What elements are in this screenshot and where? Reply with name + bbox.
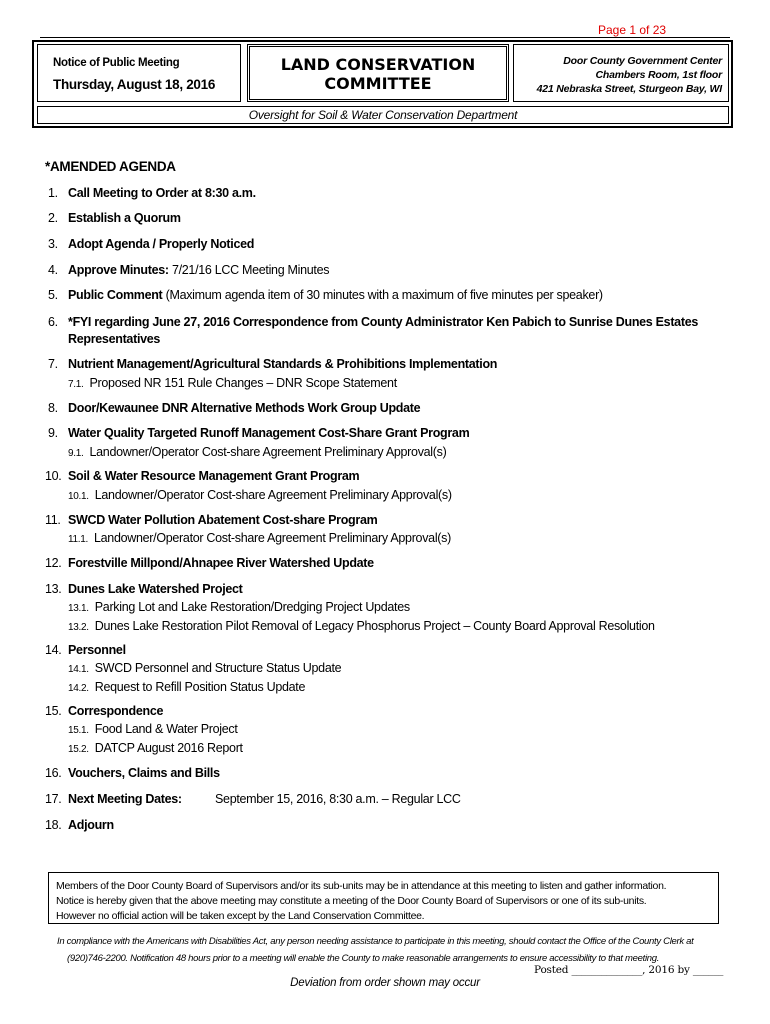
item-title: Public Comment [68, 288, 163, 302]
location-line-3: 421 Nebraska Street, Sturgeon Bay, WI [536, 83, 722, 95]
item-number: 8. [48, 401, 58, 415]
subitem-text: DATCP August 2016 Report [94, 741, 243, 755]
agenda-item-continued [68, 332, 160, 346]
subitem-text: Landowner/Operator Cost-share Agreement Preliminary Approval(s) [94, 488, 452, 502]
item-number: 13. [45, 582, 62, 596]
item-title: Adopt Agenda / Properly Noticed [68, 237, 255, 251]
page-number: Page 1 of 23 [598, 23, 667, 37]
agenda-item [48, 401, 420, 415]
next-meeting-date: September 15, 2016, 8:30 a.m. – Regular LCC [215, 792, 461, 806]
item-number: 9. [48, 426, 58, 440]
agenda-item [48, 426, 469, 440]
agenda-item [45, 792, 461, 806]
item-number: 2. [48, 211, 58, 225]
notice-line-3: However no official action will be taken except by the Land Conservation Committee. [56, 910, 425, 922]
committee-title-box [247, 44, 509, 102]
item-number: 12. [45, 556, 62, 570]
agenda-item [45, 818, 114, 832]
location-line-2: Chambers Room, 1st floor [595, 69, 722, 81]
agenda-subitem [68, 722, 238, 736]
item-number: 16. [45, 766, 62, 780]
subitem-text: Dunes Lake Restoration Pilot Removal of Legacy Phosphorus Project – County Board Approval Resolution [94, 619, 655, 633]
item-title: Dunes Lake Watershed Project [68, 582, 243, 596]
oversight-box [37, 106, 729, 124]
subitem-number: 11.1. [68, 534, 88, 545]
agenda-item [48, 263, 329, 277]
item-number: 18. [45, 818, 62, 832]
ada-notice-line-2: (920)746-2200. Notification 48 hours prior to a meeting will enable the County to make reasonable arrangements to ensure accessibility to that meeting. [67, 953, 660, 964]
subitem-number: 15.1. [68, 725, 89, 736]
subitem-number: 7.1. [68, 379, 84, 390]
agenda-item [48, 211, 181, 225]
item-number: 6. [48, 315, 58, 329]
item-title: SWCD Water Pollution Abatement Cost-share Program [68, 513, 378, 527]
title-line-2: COMMITTEE [324, 74, 432, 93]
item-number: 3. [48, 237, 58, 251]
subitem-text: SWCD Personnel and Structure Status Update [94, 661, 342, 675]
subitem-number: 14.2. [68, 683, 89, 694]
location-text [514, 54, 722, 96]
item-title: Call Meeting to Order at 8:30 a.m. [68, 186, 256, 200]
item-title: Personnel [68, 643, 126, 657]
item-title: Adjourn [68, 818, 114, 832]
agenda-subitem [68, 600, 410, 614]
subitem-number: 9.1. [68, 448, 84, 459]
ada-notice-line-1: In compliance with the Americans with Disabilities Act, any person needing assistance to participate in this meeting, should contact the Office of the County Clerk at [57, 936, 694, 947]
posted-line: Posted ______________, 2016 by ______ [534, 964, 724, 976]
agenda-item [48, 357, 497, 371]
agenda-item [45, 469, 359, 483]
subitem-text: Landowner/Operator Cost-share Agreement Preliminary Approval(s) [89, 445, 447, 459]
item-title: Soil & Water Resource Management Grant Program [68, 469, 360, 483]
item-number: 7. [48, 357, 58, 371]
item-title: *FYI regarding June 27, 2016 Correspondence from County Administrator Ken Pabich to Sunrise Dunes Estates [68, 315, 699, 329]
subitem-number: 13.1. [68, 603, 89, 614]
notice-line-2: Notice is hereby given that the above meeting may constitute a meeting of the Door County Board of Supervisors or one of its sub-units. [56, 895, 647, 907]
item-detail: 7/21/16 LCC Meeting Minutes [168, 263, 330, 277]
item-number: 10. [45, 469, 62, 483]
agenda-subitem [68, 376, 397, 390]
agenda-subitem [68, 488, 452, 502]
subitem-text: Landowner/Operator Cost-share Agreement Preliminary Approval(s) [94, 531, 451, 545]
title-line-1: LAND CONSERVATION [280, 55, 476, 74]
agenda-subitem [68, 680, 305, 694]
agenda-subitem [68, 661, 341, 675]
item-title: Next Meeting Dates: [68, 792, 182, 806]
subitem-text: Proposed NR 151 Rule Changes – DNR Scope Statement [89, 376, 397, 390]
item-number: 4. [48, 263, 58, 277]
subitem-number: 10.1. [68, 491, 89, 502]
subitem-text: Food Land & Water Project [94, 722, 238, 736]
subitem-text: Parking Lot and Lake Restoration/Dredging Project Updates [94, 600, 410, 614]
deviation-note: Deviation from order shown may occur [290, 977, 480, 989]
item-number: 17. [45, 792, 62, 806]
item-title: Vouchers, Claims and Bills [68, 766, 220, 780]
agenda-item [45, 556, 374, 570]
item-title: Water Quality Targeted Runoff Management Cost-Share Grant Program [68, 426, 470, 440]
item-detail: (Maximum agenda item of 30 minutes with a maximum of five minutes per speaker) [162, 288, 603, 302]
item-title: Establish a Quorum [68, 211, 181, 225]
supervisors-notice-box [48, 872, 719, 924]
meeting-notice-box [37, 44, 241, 102]
agenda-item [48, 288, 603, 302]
agenda-item [45, 513, 377, 527]
agenda-item [48, 186, 256, 200]
agenda-heading: *AMENDED AGENDA [45, 159, 176, 174]
subitem-number: 15.2. [68, 744, 89, 755]
item-title: Door/Kewaunee DNR Alternative Methods Work Group Update [68, 401, 421, 415]
agenda-item [45, 643, 126, 657]
location-box [513, 44, 729, 102]
item-number: 15. [45, 704, 62, 718]
item-title: Approve Minutes: [68, 263, 169, 277]
item-title: Forestville Millpond/Ahnapee River Watershed Update [68, 556, 374, 570]
subitem-number: 14.1. [68, 664, 89, 675]
item-number: 5. [48, 288, 58, 302]
item-title: Representatives [68, 332, 161, 346]
subitem-text: Request to Refill Position Status Update [94, 680, 306, 694]
committee-title [250, 55, 506, 93]
item-title: Correspondence [68, 704, 164, 718]
agenda-item [45, 582, 243, 596]
item-number: 11. [45, 513, 61, 527]
item-title: Nutrient Management/Agricultural Standards & Prohibitions Implementation [68, 357, 498, 371]
subitem-number: 13.2. [68, 622, 89, 633]
top-rule [40, 37, 730, 38]
agenda-subitem [68, 445, 446, 459]
agenda-subitem [68, 531, 451, 545]
agenda-subitem [68, 741, 243, 755]
notice-label: Notice of Public Meeting [53, 57, 180, 69]
item-number: 1. [48, 186, 58, 200]
agenda-item [45, 766, 220, 780]
agenda-item [45, 704, 163, 718]
oversight-text: Oversight for Soil & Water Conservation Department [248, 108, 518, 122]
notice-line-1: Members of the Door County Board of Supervisors and/or its sub-units may be in attendance at this meeting to listen and gather information. [56, 880, 667, 892]
agenda-item [48, 237, 254, 251]
meeting-date: Thursday, August 18, 2016 [53, 77, 216, 92]
item-number: 14. [45, 643, 62, 657]
agenda-subitem [68, 619, 655, 633]
location-line-1: Door County Government Center [563, 55, 722, 67]
agenda-item [48, 315, 698, 329]
